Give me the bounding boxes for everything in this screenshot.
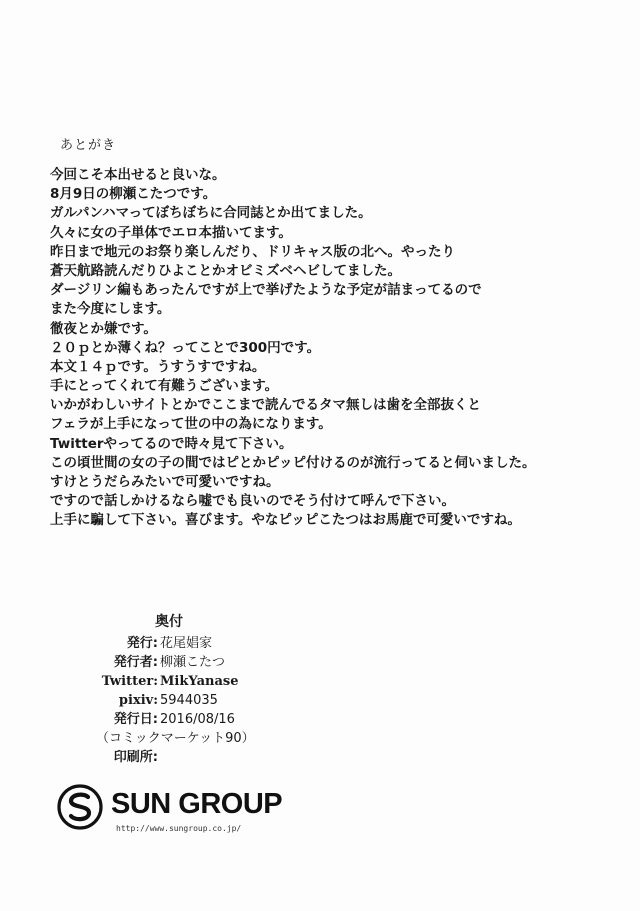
sun-group-s-logo-icon [57,784,103,830]
afterword-line: この頃世間の女の子の間ではピとかピッピ付けるのが流行ってると伺いました。 [50,454,536,471]
colophon [96,634,255,767]
colophon-title: 奥付 [155,614,183,630]
printer-logo-url: http://www.sungroup.co.jp/ [116,824,242,833]
afterword-line: 徹夜とか嫌です。 [50,320,157,337]
printer-logo [57,784,297,844]
colophon-event-row [96,729,255,748]
afterword-heading: あとがき [60,138,117,153]
afterword-line: ダージリン編もあったんですが上で挙げたような予定が詰まってるので [50,282,482,299]
colophon-printer-row [96,748,255,767]
event-value: （コミックマーケット90） [96,731,255,746]
twitter-label: Twitter: [101,674,158,689]
afterword-line: すけとうだらみたいで可愛いですね。 [50,474,280,490]
afterword-body [50,166,630,531]
afterword-line: 8月9日の柳瀬こたつです。 [50,186,217,203]
afterword-line: ２０ｐとか薄くね？ってことで300円です。 [50,339,321,356]
colophon-pixiv-row [96,691,255,710]
afterword-line: 蒼天航路読んだりひよことかオビミズベヘビしてました。 [50,262,401,279]
afterword-line: ですので話しかけるなら嘘でも良いのでそう付けて呼んで下さい。 [50,493,455,510]
afterword-line: また今度にします。 [50,301,171,318]
twitter-value: MikYanase [160,674,239,689]
colophon-publisher-row [96,634,255,653]
afterword-line: 本文１４ｐです。うすうすですね。 [50,358,266,375]
afterword-line: いかがわしいサイトとかでここまで読んでるタマ無しは歯を全部抜くと [50,397,482,414]
afterword-line: 手にとってくれて有難うございます。 [50,378,279,395]
afterword-line: 上手に騙して下さい。喜びます。やなピッピこたつはお馬鹿で可愛いですね。 [50,512,521,529]
colophon-date-row [96,710,255,729]
afterword-line: 久々に女の子単体でエロ本描いてます。 [50,224,292,241]
author-value: 柳瀬こたつ [160,655,226,670]
colophon-twitter-row [96,672,255,691]
publisher-value: 花尾娼家 [160,636,213,651]
date-label: 発行日: [113,712,158,727]
afterword-line: ガルパンハマってぼちぼちに合同誌とか出てました。 [50,205,372,222]
author-label: 発行者: [113,655,158,670]
afterword-line: 今回こそ本出せると良いな。 [50,167,226,183]
pixiv-label: pixiv: [118,693,158,708]
printer-logo-name: SUN GROUP [111,788,283,820]
afterword-line: Twitterやってるので時々見て下さい。 [50,435,293,452]
printer-label: 印刷所: [113,750,158,765]
afterword-line: 昨日まで地元のお祭り楽しんだり、ドリキャス版の北へ。やったり [50,243,455,260]
publisher-label: 発行: [126,636,158,651]
date-value: 2016/08/16 [160,712,235,727]
afterword-line: フェラが上手になって世の中の為になります。 [50,416,332,433]
colophon-author-row [96,653,255,672]
pixiv-value: 5944035 [160,693,218,708]
